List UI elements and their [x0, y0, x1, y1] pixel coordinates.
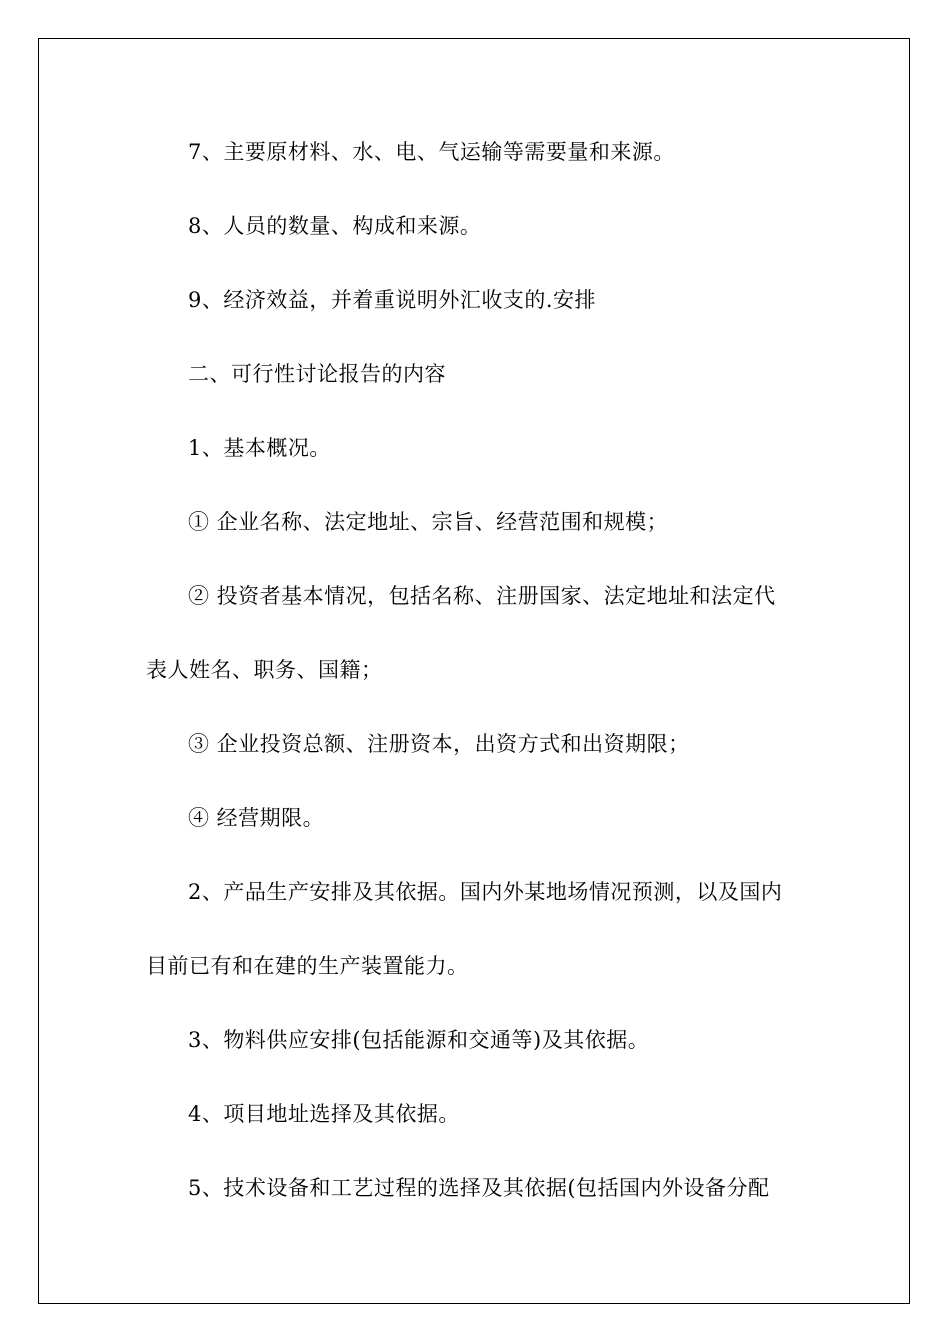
- list-item-circle-2-continued: 表人姓名、职务、国籍；: [146, 658, 383, 682]
- paragraph-technology-equipment: 5、技术设备和工艺过程的选择及其依据(包括国内外设备分配: [188, 1176, 770, 1200]
- paragraph-item-7: 7、主要原材料、水、电、气运输等需要量和来源。: [188, 140, 675, 164]
- paragraph-item-9: 9、经济效益，并着重说明外汇收支的.安排: [188, 288, 597, 312]
- list-item-circle-2: ② 投资者基本情况，包括名称、注册国家、法定地址和法定代: [188, 584, 776, 608]
- list-item-circle-3: ③ 企业投资总额、注册资本，出资方式和出资期限；: [188, 732, 690, 756]
- paragraph-basic-overview: 1、基本概况。: [188, 436, 331, 460]
- paragraph-production-plan: 2、产品生产安排及其依据。国内外某地场情况预测，以及国内: [188, 880, 783, 904]
- section-heading: 二、可行性讨论报告的内容: [188, 362, 446, 386]
- paragraph-item-8: 8、人员的数量、构成和来源。: [188, 214, 482, 238]
- list-item-circle-4: ④ 经营期限。: [188, 806, 325, 830]
- paragraph-production-plan-continued: 目前已有和在建的生产装置能力。: [146, 954, 469, 978]
- list-item-circle-1: ① 企业名称、法定地址、宗旨、经营范围和规模；: [188, 510, 669, 534]
- paragraph-material-supply: 3、物料供应安排(包括能源和交通等)及其依据。: [188, 1028, 650, 1052]
- paragraph-site-selection: 4、项目地址选择及其依据。: [188, 1102, 460, 1126]
